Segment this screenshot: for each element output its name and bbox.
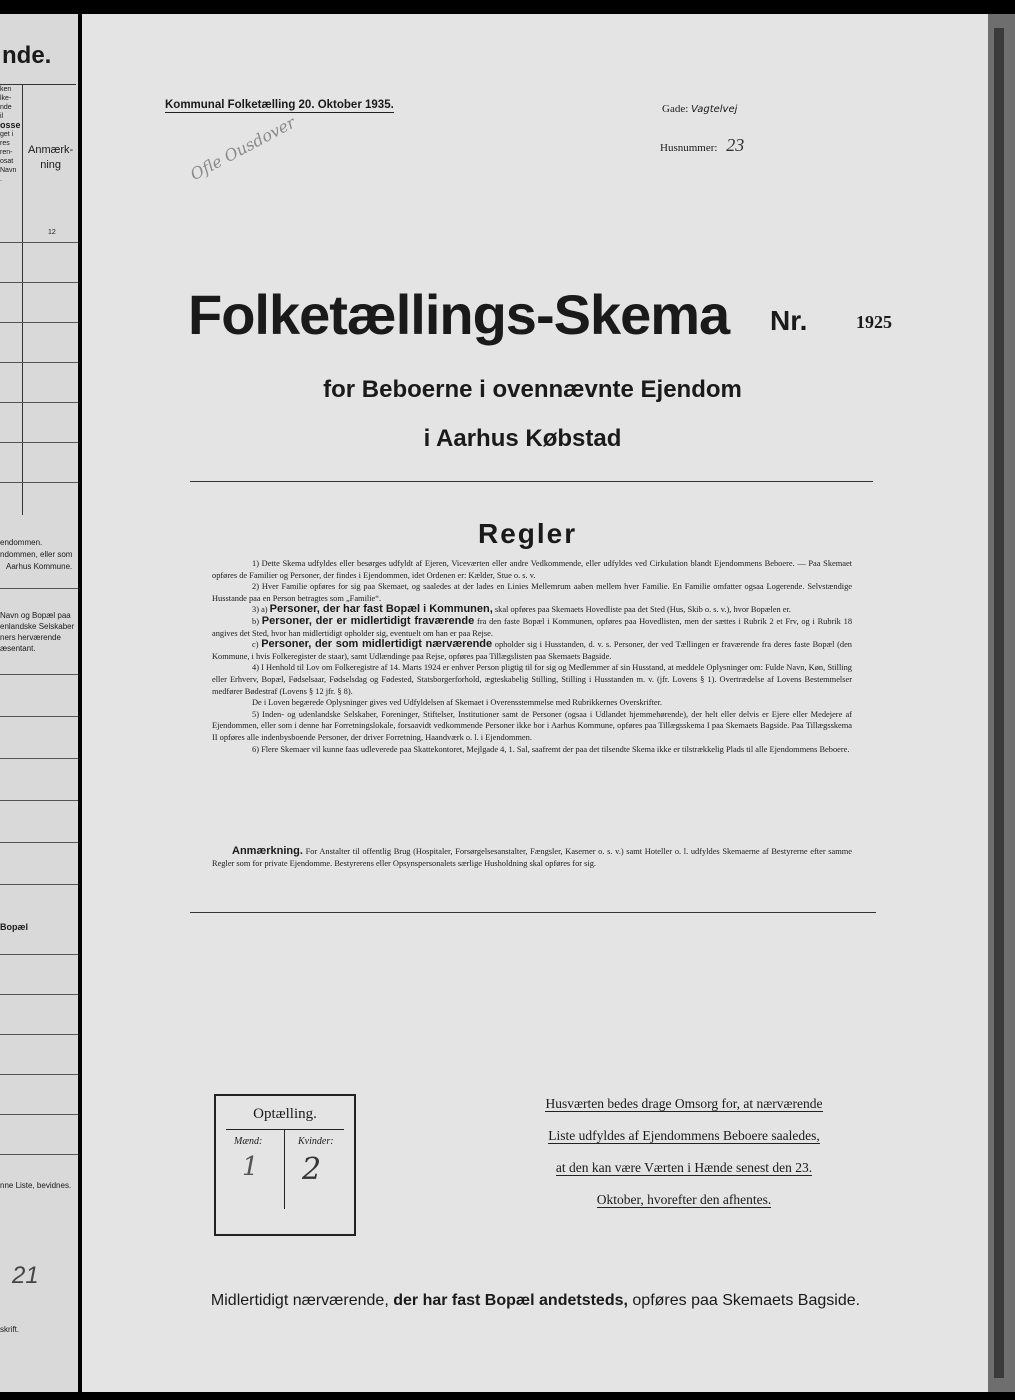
form-number-value: 1925 [856, 312, 892, 332]
form-title: Folketællings-Skema [188, 283, 730, 346]
street-value: Vagtelvej [691, 104, 738, 115]
footer-bold: der har fast Bopæl andetsteds, [393, 1292, 628, 1309]
bopael-label: Bopæl [0, 922, 28, 932]
house-number-value: 23 [726, 135, 745, 155]
house-number-label: Husnummer: [660, 142, 718, 154]
house-number-field [660, 135, 744, 156]
pencil-annotation: Ofle Ousdover [187, 112, 299, 184]
left-row-line [0, 242, 78, 243]
column-number: 12 [48, 229, 56, 236]
col-line: Navn [0, 167, 17, 174]
left-text: æsentant. [0, 644, 36, 653]
col-line: lke- [0, 95, 12, 102]
rule-3a-bold: Personer, der har fast Bopæl i Kommunen, [269, 603, 493, 616]
footer-pre: Midlertidigt nærværende, [210, 1292, 389, 1309]
women-label: Kvinder: [298, 1136, 334, 1147]
anmaerkning-label-2: ning [40, 159, 62, 171]
divider [190, 912, 876, 913]
rule-3c-bold: Personer, der som midlertidigt nærværende [261, 638, 493, 651]
rule-3b-bold: Personer, der er midlertidigt fraværende [261, 614, 475, 627]
left-row-line [0, 758, 78, 759]
left-row-line [0, 800, 78, 801]
count-column-divider [284, 1129, 285, 1209]
col-line: get i [0, 131, 14, 138]
left-handwriting: 21 [12, 1262, 39, 1289]
rule-3a-num: 3) a) [252, 605, 268, 615]
left-row-line [0, 322, 78, 323]
census-header: Kommunal Folketælling 20. Oktober 1935. [165, 99, 394, 111]
count-title: Optælling. [253, 1106, 317, 1122]
notice-line: Liste udfyldes af Ejendommens Beboere saaledes, [548, 1128, 820, 1143]
left-row-line [0, 954, 78, 955]
note-label: Anmærkning. [232, 845, 303, 857]
col-line: ren- [0, 149, 13, 156]
page-edge-shadow [994, 28, 1004, 1378]
rule-3b-text: fra den faste Bopæl i Kommunen, opføres paa Hovedlisten, men der sættes i Rubrik 2 et Frv, og i Rubrik 18 angives det Sted, hvor han midlertidigt opholder sig, eventuelt om han er paa Rejse. [212, 616, 853, 638]
left-row-line [0, 1034, 78, 1035]
rule-1: 1) Dette Skema udfyldes eller besørges udfyldt af Ejeren, Viceværten eller andre Vedkommende, eller udfyldes ved Cirkulation blandt Ejendommens Beboere. — Paa Skemaet opføres de Familier og Personer, der findes i Ejendommen, idet Ordenen er: Kælder, Stue o. s. v. [212, 559, 852, 580]
footer-post: opføres paa Skemaets Bagside. [632, 1292, 861, 1309]
left-row-line [0, 716, 78, 717]
left-text: Navn og Bopæl paa [0, 611, 71, 620]
rule-6: 6) Flere Skemaer vil kunne faas udleverede paa Skattekontoret, Mejlgade 4, 1. Sal, saafremt der paa det tilsendte Skema ikke er tilstrækkelig Plads til alle Ejendommens Beboere. [252, 744, 850, 754]
rules-text [212, 558, 852, 755]
left-row-line [0, 1114, 78, 1115]
left-text: endommen. [0, 538, 43, 547]
form-subtitle-1: for Beboerne i ovennævnte Ejendom [323, 376, 742, 403]
note-paragraph [212, 846, 852, 869]
men-count: 1 [242, 1152, 259, 1182]
col-line: osse [0, 120, 21, 130]
men-label: Mænd: [234, 1136, 263, 1147]
divider [190, 481, 873, 482]
notice-line: Oktober, hvorefter den afhentes. [596, 1192, 772, 1207]
left-row-line [0, 482, 78, 483]
count-box [214, 1094, 356, 1236]
rule-2: 2) Hver Familie opføres for sig paa Skemaet, og saaledes at der lades en Linies Mellemrum aaben mellem hver Familie. En Familie omfatter ogsaa Logerende. Selvstændige Husstande paa en Person betragtes som „Familie“. [212, 582, 852, 603]
left-facing-page [0, 14, 78, 1392]
rule-4: 4) I Henhold til Lov om Folkeregistre af 14. Marts 1924 er enhver Person pligtig til for sig og Medlemmer af sin Husstand, at meddele Oplysninger om: Fulde Navn, Køn, Stilling eller Erhverv, Bopæl, Fødselsaar, Fødselsdag og Fødested, Statsborgerforhold, ægteskabelig Stilling, Stilling i Husstanden m. v. (jfr. Lovens § 1). Overtrædelse af Lovens Bestemmelser medfører Bødestraf (Lovens § 12 jfr. § 8). [212, 663, 852, 696]
col-line: res [0, 140, 10, 147]
notice-line: Husværten bedes drage Omsorg for, at nærværende [545, 1096, 823, 1111]
note-text: For Anstalter til offentlig Brug (Hospitaler, Forsørgelsesanstalter, Fængsler, Kaserner o. s. v.) samt Hoteller o. l. udfyldes Skemaerne af Bestyrerne efter samme Regler som for private Ejendomme. Bestyrerens eller Opsynspersonalets særlige Husholdning skal opføres for sig. [212, 847, 852, 868]
left-row-line [0, 282, 78, 283]
street-field [662, 103, 737, 115]
rule-5: 5) Inden- og udenlandske Selskaber, Foreninger, Stiftelser, Institutioner samt de Personer (ogsaa i Udlandet hjemmehørende), der helt eller delvis er Ejere eller Medejere af Ejendommen, eller som i denne har Forretningslokale, forsaavidt vedkommende Personer ikke bor i Aarhus Kommune, opføres paa Tillægsskema I paa Skemaets Bagside. Paa Tillægsskema II opføres alle indenbysboende Personer, der driver Forretning, Haandværk o. l. i Ejendommen. [212, 709, 852, 742]
col-line: ken [0, 86, 12, 93]
left-text: nne Liste, bevidnes. [0, 1181, 72, 1190]
col-line: il [0, 113, 4, 120]
left-row-line [0, 588, 78, 589]
rule-3c [212, 639, 852, 662]
rule-3c-num: c) [252, 640, 259, 650]
rule-3b [212, 616, 852, 639]
landlord-notice [500, 1096, 868, 1224]
notice-line: at den kan være Værten i Hænde senest den 23. [555, 1160, 813, 1175]
left-row-line [0, 674, 78, 675]
count-divider [226, 1129, 344, 1130]
form-number-label: Nr. [770, 305, 808, 336]
left-text: enlandske Selskaber [0, 622, 75, 631]
rule-3a-text: skal opføres paa Skemaets Hovedliste paa det Sted (Hus, Skib o. s. v.), hvor Bopælen er. [494, 605, 791, 615]
left-text: ndommen, eller som [0, 550, 73, 559]
left-row-line [0, 994, 78, 995]
left-row-line [0, 1154, 78, 1155]
rule-3b-num: b) [252, 616, 259, 626]
street-label: Gade: [662, 103, 689, 115]
left-row-line [0, 362, 78, 363]
rules-heading: Regler [478, 518, 578, 549]
women-count: 2 [302, 1152, 322, 1187]
left-page-title: nde. [2, 42, 52, 69]
anmaerkning-column-header [28, 143, 73, 173]
left-row-line [0, 842, 78, 843]
col-line: . [0, 176, 2, 183]
rule-4b: De i Loven begærede Oplysninger gives ved Udfyldelsen af Skemaet i Overensstemmelse med Rubrikkernes Overskrifter. [252, 698, 663, 708]
col-line: osat [0, 158, 14, 165]
left-row-line [0, 884, 78, 885]
rule-3c-text: opholder sig i Husstanden, d. v. s. Personer, der ved Tællingen er fraværende fra deres faste Bopæl (den Kommune, i hvis Folkeregister de staar), samt Udlændinge paa Rejse, opføres paa Tillægslisten paa Skemaets Bagside. [212, 640, 852, 661]
col-line: nde [0, 104, 12, 111]
left-text: skrift. [0, 1325, 20, 1334]
left-text: ners herværende [0, 633, 61, 642]
left-row-line [0, 1074, 78, 1075]
footer-note [0, 1292, 1015, 1310]
form-subtitle-2: i Aarhus Købstad [423, 425, 622, 452]
anmaerkning-label: Anmærk- [28, 144, 74, 156]
left-text: Aarhus Kommune. [6, 562, 73, 571]
